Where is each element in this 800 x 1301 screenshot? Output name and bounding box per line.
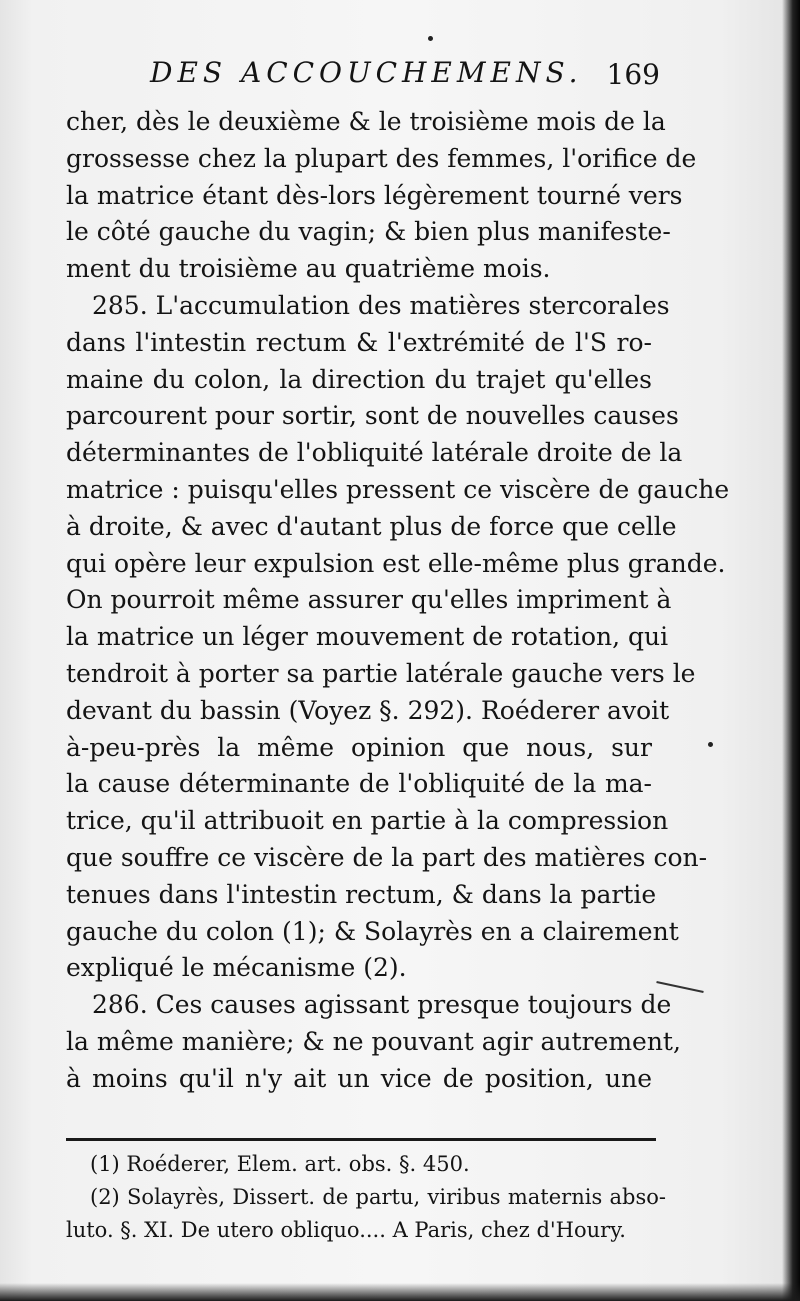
text-line: devant du bassin (Voyez §. 292). Roéderer avoit bbox=[66, 695, 670, 725]
text-line: le côté gauche du vagin; & bien plus manifeste- bbox=[66, 217, 671, 247]
paragraph-285-start: 285. L'accumulation des matières stercorales bbox=[92, 290, 670, 320]
footnotes bbox=[66, 1148, 666, 1247]
page-header bbox=[150, 52, 660, 92]
text-line: déterminantes de l'obliquité latérale droite de la bbox=[66, 438, 683, 468]
page-bottom-shadow bbox=[0, 1283, 800, 1301]
text-line: que souffre ce viscère de la part des matières con- bbox=[66, 842, 708, 872]
text-line: tenues dans l'intestin rectum, & dans la partie bbox=[66, 879, 657, 909]
text-line: matrice : puisqu'elles pressent ce viscère de gauche bbox=[66, 474, 730, 504]
text-line: gauche du colon (1); & Solayrès en a clairement bbox=[66, 916, 679, 946]
running-title: DES ACCOUCHEMENS. bbox=[150, 56, 583, 89]
page-number: 169 bbox=[606, 58, 660, 91]
text-line: la matrice étant dès-lors légèrement tourné vers bbox=[66, 180, 683, 210]
footnote-2: (2) Solayrès, Dissert. de partu, viribus maternis abso- bbox=[90, 1185, 666, 1209]
text-line: trice, qu'il attribuoit en partie à la compression bbox=[66, 806, 669, 836]
ink-speck bbox=[428, 36, 433, 41]
page-edge-shadow bbox=[782, 0, 800, 1301]
text-line: à moins qu'il n'y ait un vice de position, une bbox=[66, 1063, 652, 1093]
text-line: à droite, & avec d'autant plus de force que celle bbox=[66, 511, 677, 541]
text-line: On pourroit même assurer qu'elles impriment à bbox=[66, 585, 672, 615]
text-line: dans l'intestin rectum & l'extrémité de l'S ro- bbox=[66, 327, 652, 357]
paragraph-286-start: 286. Ces causes agissant presque toujours de bbox=[92, 990, 672, 1020]
text-line: qui opère leur expulsion est elle-même plus grande. bbox=[66, 548, 726, 578]
text-line: à-peu-près la même opinion que nous, sur bbox=[66, 732, 652, 762]
ink-speck bbox=[708, 742, 713, 747]
text-line: cher, dès le deuxième & le troisième mois de la bbox=[66, 107, 666, 136]
body-text bbox=[66, 104, 730, 1098]
text-line: expliqué le mécanisme (2). bbox=[66, 953, 407, 983]
footnote-2-continuation: luto. §. XI. De utero obliquo.... A Paris, chez d'Houry. bbox=[66, 1218, 626, 1242]
text-line: grossesse chez la plupart des femmes, l'orifice de bbox=[66, 143, 697, 173]
text-line: ment du troisième au quatrième mois. bbox=[66, 254, 551, 284]
text-line: tendroit à porter sa partie latérale gauche vers le bbox=[66, 658, 696, 688]
text-line: la cause déterminante de l'obliquité de la ma- bbox=[66, 769, 652, 799]
footnote-1: (1) Roéderer, Elem. art. obs. §. 450. bbox=[90, 1152, 470, 1176]
text-line: parcourent pour sortir, sont de nouvelles causes bbox=[66, 401, 679, 431]
text-line: la matrice un léger mouvement de rotation, qui bbox=[66, 622, 669, 652]
text-line: la même manière; & ne pouvant agir autrement, bbox=[66, 1026, 681, 1056]
footnote-divider bbox=[66, 1138, 656, 1141]
text-line: maine du colon, la direction du trajet qu'elles bbox=[66, 364, 652, 394]
